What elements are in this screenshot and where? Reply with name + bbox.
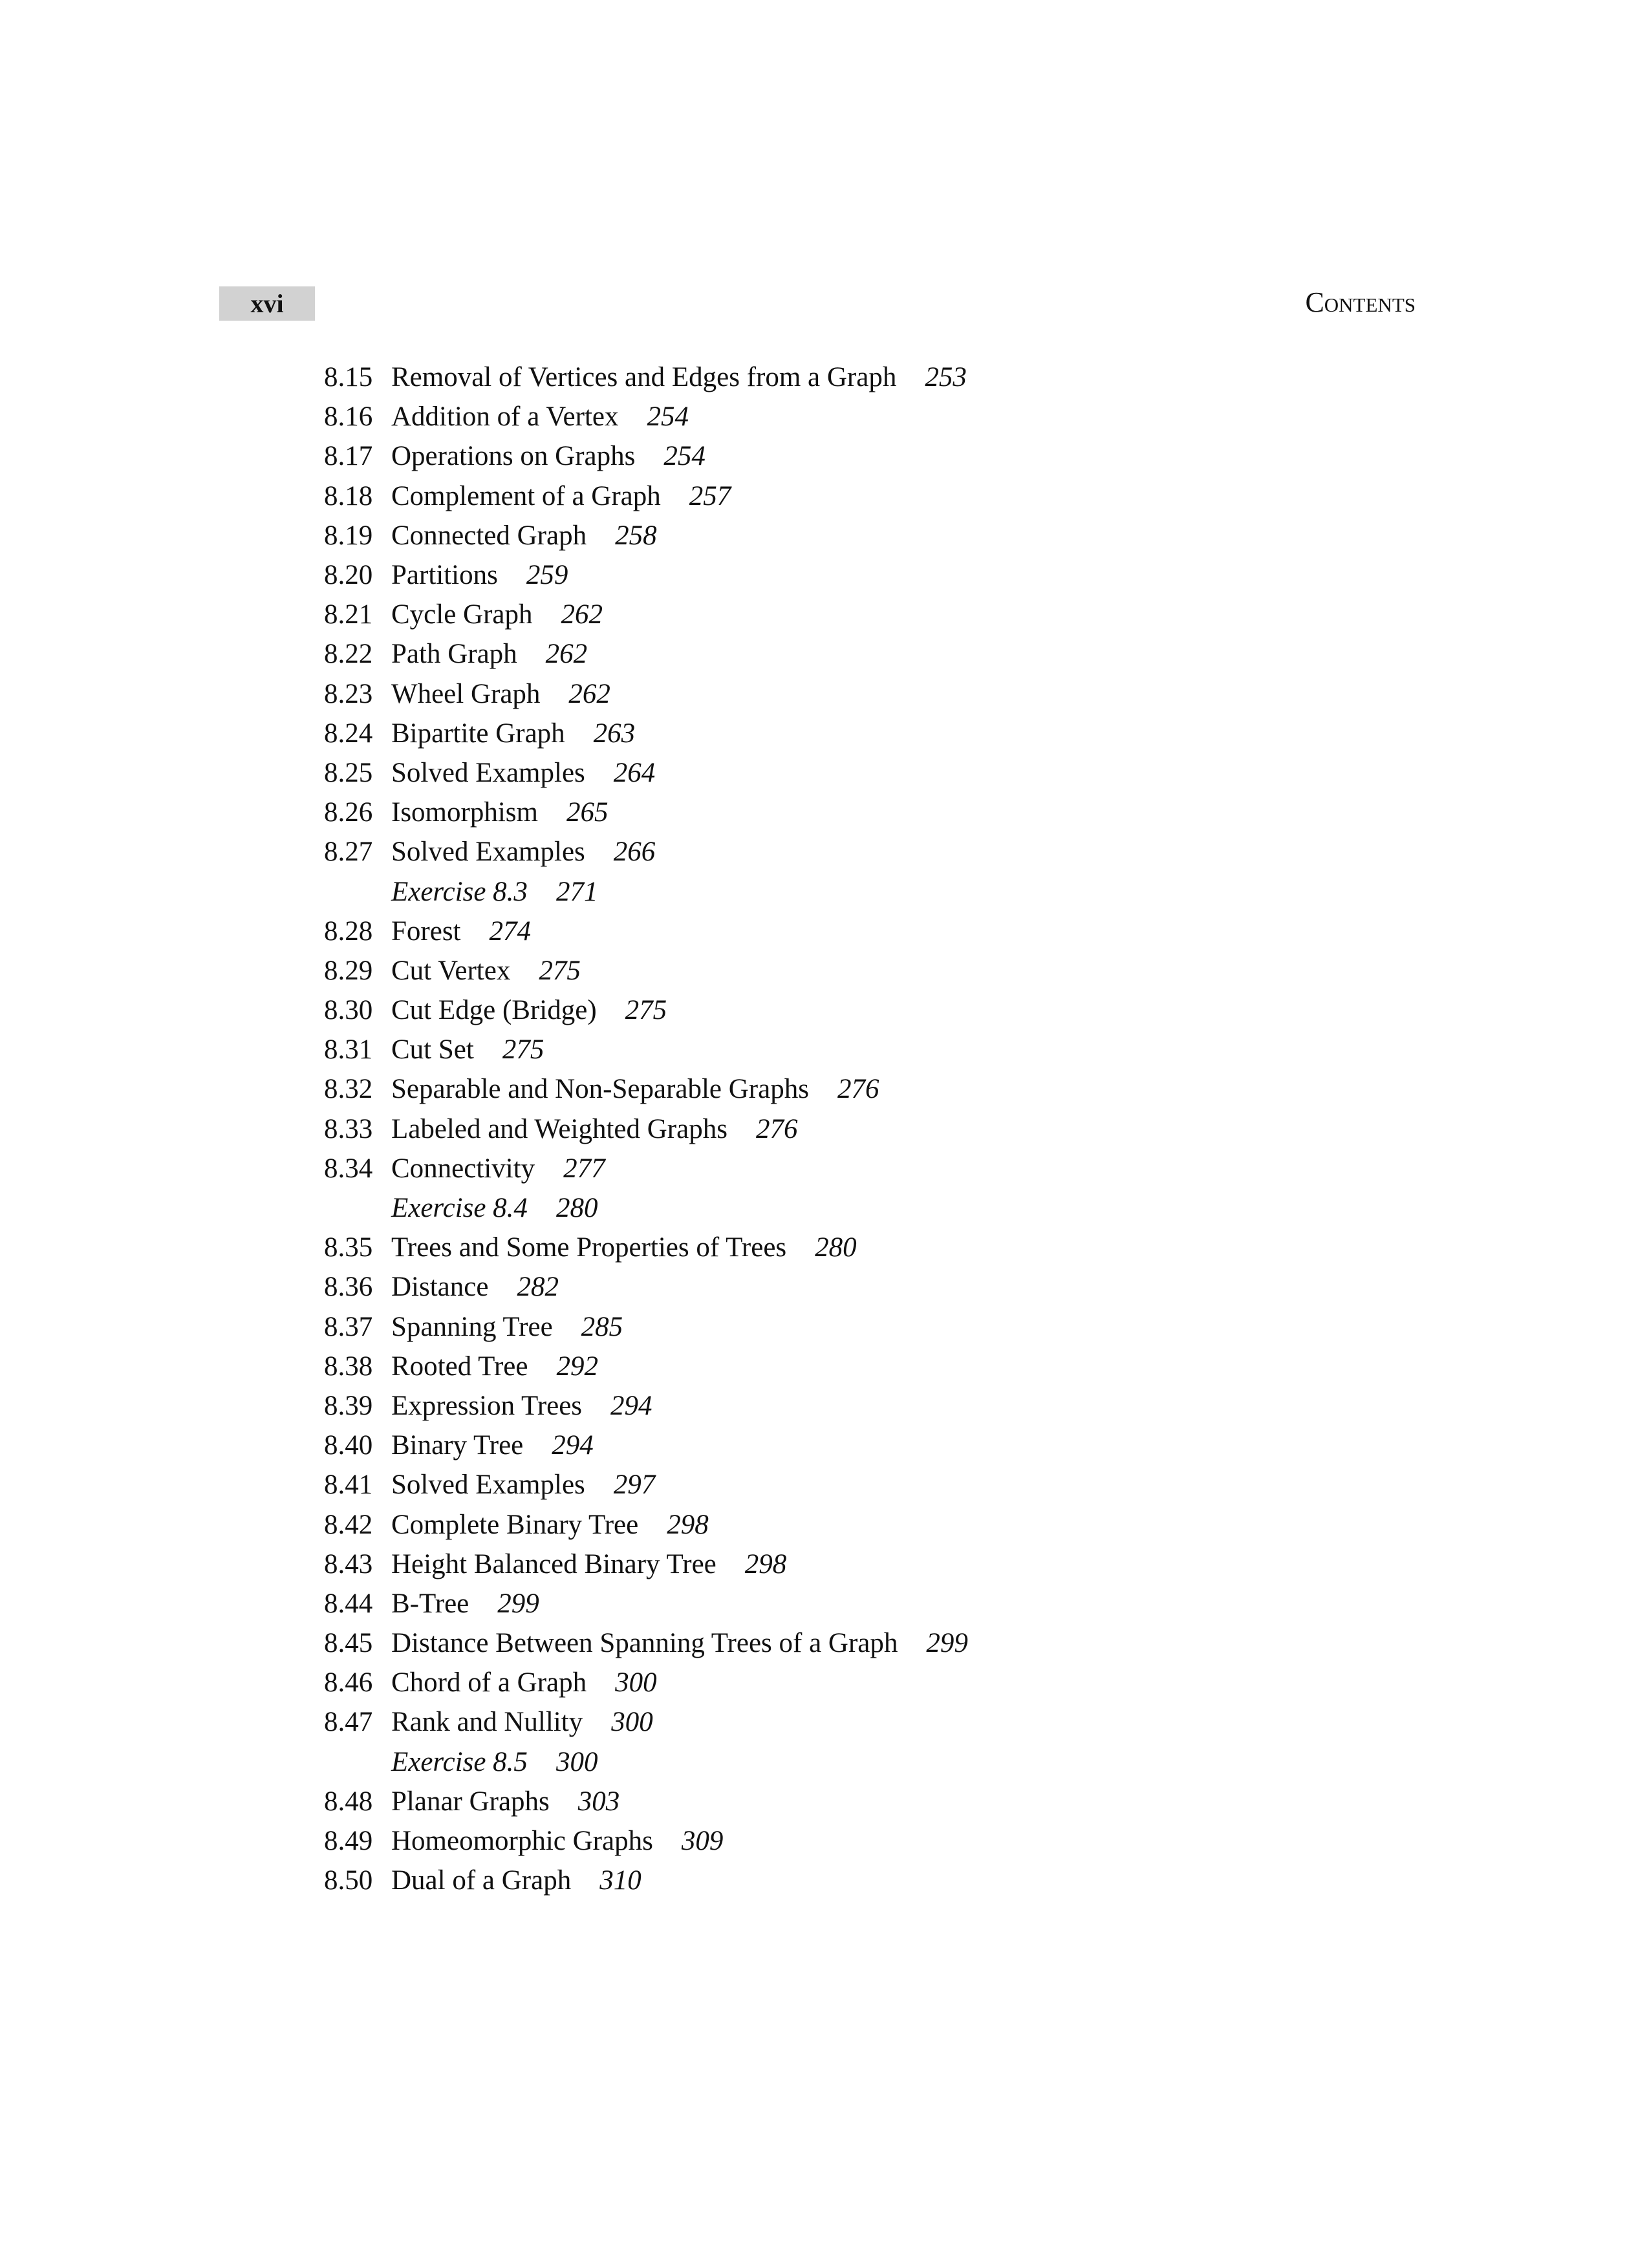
section-title: Connected Graph [391, 520, 587, 551]
page-reference: 294 [552, 1430, 594, 1461]
toc-entry[interactable] [324, 1426, 968, 1465]
toc-entry[interactable] [324, 1307, 968, 1347]
section-number: 8.26 [324, 797, 373, 828]
section-number: 8.47 [324, 1707, 373, 1738]
section-title: Cut Set [391, 1034, 474, 1065]
section-title: Separable and Non-Separable Graphs [391, 1074, 809, 1105]
section-title: Cut Edge (Bridge) [391, 995, 597, 1026]
toc-entry[interactable] [324, 634, 968, 674]
page-reference: 259 [526, 560, 568, 591]
page-reference: 292 [556, 1351, 598, 1382]
page-reference: 265 [566, 797, 609, 828]
section-number: 8.19 [324, 520, 373, 551]
section-title: Homeomorphic Graphs [391, 1826, 653, 1857]
section-number: 8.35 [324, 1232, 373, 1263]
page-reference: 276 [755, 1113, 798, 1144]
toc-entry[interactable] [324, 1861, 968, 1900]
section-number: 8.23 [324, 678, 373, 709]
toc-entry[interactable] [324, 1267, 968, 1307]
page-reference: 275 [539, 955, 581, 986]
section-number: 8.22 [324, 639, 373, 670]
toc-entry[interactable] [324, 1109, 968, 1149]
toc-entry[interactable] [324, 1228, 968, 1267]
page-reference: 309 [681, 1826, 724, 1857]
section-number: 8.49 [324, 1826, 373, 1857]
section-number: 8.40 [324, 1430, 373, 1461]
section-number: 8.15 [324, 362, 373, 393]
section-number: 8.29 [324, 955, 373, 986]
toc-entry[interactable] [324, 912, 968, 951]
section-title: Rooted Tree [391, 1351, 528, 1382]
page-reference: 303 [577, 1786, 620, 1817]
page-reference: 262 [568, 678, 610, 709]
toc-entry[interactable] [324, 476, 968, 516]
toc-entry[interactable] [324, 595, 968, 634]
section-title: Distance Between Spanning Trees of a Graph [391, 1628, 898, 1659]
toc-entry[interactable] [324, 832, 968, 872]
page-reference: 298 [667, 1509, 709, 1540]
section-title: Isomorphism [391, 797, 538, 828]
section-number: 8.24 [324, 718, 373, 749]
toc-exercise-entry[interactable] [324, 872, 968, 911]
section-number: 8.39 [324, 1390, 373, 1421]
page-reference: 257 [689, 480, 731, 511]
section-title: B-Tree [391, 1588, 469, 1619]
page-reference: 263 [593, 718, 636, 749]
toc-entry[interactable] [324, 397, 968, 436]
running-head: Contents [1305, 286, 1416, 318]
section-title: Distance [391, 1272, 489, 1303]
section-title: Forest [391, 915, 461, 947]
section-title: Rank and Nullity [391, 1707, 583, 1738]
section-title: Bipartite Graph [391, 718, 565, 749]
section-number: 8.43 [324, 1548, 373, 1579]
section-title: Complement of a Graph [391, 480, 661, 511]
page-reference: 300 [615, 1667, 657, 1698]
section-title: Cut Vertex [391, 955, 511, 986]
section-number: 8.48 [324, 1786, 373, 1817]
toc-entry[interactable] [324, 1584, 968, 1623]
section-title: Cycle Graph [391, 599, 533, 630]
section-title: Trees and Some Properties of Trees [391, 1232, 787, 1263]
section-number: 8.25 [324, 757, 373, 788]
page-reference: 300 [611, 1707, 653, 1738]
toc-entry[interactable] [324, 793, 968, 832]
page-reference: 300 [555, 1746, 598, 1777]
section-number: 8.32 [324, 1074, 373, 1105]
toc-entry[interactable] [324, 1386, 968, 1426]
section-title: Binary Tree [391, 1430, 524, 1461]
toc-entry[interactable] [324, 555, 968, 595]
section-title: Operations on Graphs [391, 441, 636, 472]
section-title: Chord of a Graph [391, 1667, 587, 1698]
page-reference: 294 [610, 1390, 652, 1421]
section-number: 8.41 [324, 1470, 373, 1501]
toc-entry[interactable] [324, 436, 968, 476]
toc-entry[interactable] [324, 1030, 968, 1069]
page-number: xvi [250, 288, 284, 318]
section-title: Path Graph [391, 639, 517, 670]
page-reference: 253 [925, 362, 967, 393]
page-reference: 258 [615, 520, 657, 551]
toc-entry[interactable] [324, 516, 968, 555]
toc-entry[interactable] [324, 1702, 968, 1742]
section-title: Height Balanced Binary Tree [391, 1548, 717, 1579]
toc-entry[interactable] [324, 1465, 968, 1504]
toc-entry[interactable] [324, 1347, 968, 1386]
section-title: Exercise 8.3 [391, 876, 528, 907]
section-title: Exercise 8.5 [391, 1746, 528, 1777]
page-reference: 262 [561, 599, 603, 630]
section-number: 8.27 [324, 837, 373, 868]
page-reference: 299 [926, 1628, 968, 1659]
page-reference: 276 [837, 1074, 879, 1105]
toc-entry[interactable] [324, 1623, 968, 1663]
page-reference: 298 [744, 1548, 787, 1579]
section-number: 8.34 [324, 1153, 373, 1184]
page-reference: 275 [502, 1034, 544, 1065]
toc-exercise-entry[interactable] [324, 1188, 968, 1228]
section-title: Solved Examples [391, 837, 585, 868]
section-title: Removal of Vertices and Edges from a Graph [391, 362, 897, 393]
section-number: 8.36 [324, 1272, 373, 1303]
section-number: 8.37 [324, 1311, 373, 1342]
section-number: 8.16 [324, 401, 373, 433]
page-reference: 297 [613, 1470, 656, 1501]
page-reference: 282 [517, 1272, 559, 1303]
section-number: 8.30 [324, 995, 373, 1026]
toc-entry[interactable] [324, 1504, 968, 1544]
toc-entry[interactable] [324, 1782, 968, 1821]
toc-entry[interactable] [324, 714, 968, 753]
toc-entry[interactable] [324, 1663, 968, 1702]
page-reference: 271 [555, 876, 598, 907]
toc-entry[interactable] [324, 990, 968, 1030]
section-number: 8.20 [324, 560, 373, 591]
page-reference: 285 [581, 1311, 623, 1342]
page-reference: 280 [815, 1232, 857, 1263]
section-title: Addition of a Vertex [391, 401, 619, 433]
page-reference: 275 [625, 995, 667, 1026]
section-number: 8.38 [324, 1351, 373, 1382]
toc-entry[interactable] [324, 951, 968, 990]
section-number: 8.18 [324, 480, 373, 511]
section-title: Exercise 8.4 [391, 1193, 528, 1224]
toc-entry[interactable] [324, 1149, 968, 1188]
page-reference: 280 [555, 1193, 598, 1224]
section-title: Connectivity [391, 1153, 535, 1184]
page-reference: 274 [489, 915, 531, 947]
section-title: Partitions [391, 560, 498, 591]
page-reference: 266 [613, 837, 656, 868]
section-title: Solved Examples [391, 757, 585, 788]
section-number: 8.44 [324, 1588, 373, 1619]
section-number: 8.46 [324, 1667, 373, 1698]
section-number: 8.31 [324, 1034, 373, 1065]
page-reference: 254 [647, 401, 689, 433]
section-number: 8.45 [324, 1628, 373, 1659]
toc-entry[interactable] [324, 1821, 968, 1861]
toc-entry[interactable] [324, 1545, 968, 1584]
table-of-contents [324, 358, 968, 1900]
page-reference: 299 [497, 1588, 539, 1619]
section-number: 8.21 [324, 599, 373, 630]
section-number: 8.42 [324, 1509, 373, 1540]
toc-entry[interactable] [324, 1069, 968, 1109]
section-title: Labeled and Weighted Graphs [391, 1113, 727, 1144]
page-reference: 277 [563, 1153, 605, 1184]
section-title: Dual of a Graph [391, 1865, 572, 1896]
section-number: 8.50 [324, 1865, 373, 1896]
page-reference: 254 [663, 441, 706, 472]
page-reference: 310 [599, 1865, 641, 1896]
section-title: Complete Binary Tree [391, 1509, 639, 1540]
page-number-box [219, 286, 315, 321]
toc-exercise-entry[interactable] [324, 1742, 968, 1782]
toc-entry[interactable] [324, 753, 968, 793]
section-title: Wheel Graph [391, 678, 541, 709]
section-title: Expression Trees [391, 1390, 583, 1421]
toc-entry[interactable] [324, 674, 968, 714]
section-number: 8.28 [324, 915, 373, 947]
toc-entry[interactable] [324, 358, 968, 397]
section-title: Planar Graphs [391, 1786, 550, 1817]
section-title: Solved Examples [391, 1470, 585, 1501]
section-title: Spanning Tree [391, 1311, 553, 1342]
section-number: 8.17 [324, 441, 373, 472]
page-reference: 262 [545, 639, 588, 670]
section-number: 8.33 [324, 1113, 373, 1144]
page-reference: 264 [613, 757, 656, 788]
